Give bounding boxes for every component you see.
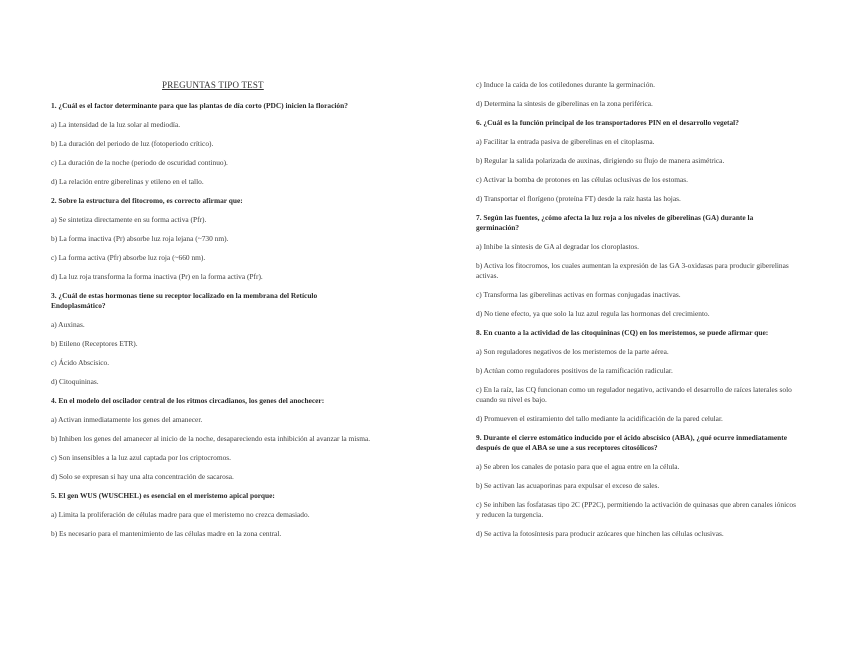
question-4-option-b: b) Inhiben los genes del amanecer al inicio de la noche, desapareciendo esta inhibición al avanzar la misma.: [51, 434, 371, 443]
right-column: [476, 0, 796, 548]
question-8: 8. En cuanto a la actividad de las citoquininas (CQ) en los meristemos, se puede afirmar que:: [476, 328, 769, 337]
question-2-option-c: c) La forma activa (Pfr) absorbe luz roja (~660 nm).: [51, 253, 206, 262]
question-4-option-c: c) Son insensibles a la luz azul captada por los criptocromos.: [51, 453, 231, 462]
question-5: 5. El gen WUS (WUSCHEL) es esencial en el meristemo apical porque:: [51, 491, 275, 500]
question-8-option-a: a) Son reguladores negativos de los meristemos de la parte aérea.: [476, 347, 669, 356]
question-4: 4. En el modelo del oscilador central de los ritmos circadianos, los genes del anochecer:: [51, 396, 325, 405]
question-6: 6. ¿Cuál es la función principal de los transportadores PIN en el desarrollo vegetal?: [476, 118, 739, 127]
question-9-option-c: c) Se inhiben las fosfatasas tipo 2C (PP2C), permitiendo la activación de quinasas que abren canales iónicos y reducen la turgencia.: [476, 500, 796, 519]
question-5-option-b: b) Es necesario para el mantenimiento de las células madre en la zona central.: [51, 529, 282, 538]
question-2-option-d: d) La luz roja transforma la forma inactiva (Pr) en la forma activa (Pfr).: [51, 272, 263, 281]
question-7-option-c: c) Transforma las giberelinas activas en formas conjugadas inactivas.: [476, 290, 681, 299]
question-5-option-a: a) Limita la proliferación de células madre para que el meristemo no crezca demasiado.: [51, 510, 310, 519]
question-4-option-d: d) Solo se expresan si hay una alta concentración de sacarosa.: [51, 472, 234, 481]
question-8-option-c: c) En la raíz, las CQ funcionan como un regulador negativo, activando el desarrollo de raíces laterales solo cuando su nivel es bajo.: [476, 385, 792, 404]
question-6-option-c: c) Activar la bomba de protones en las células oclusivas de los estomas.: [476, 175, 689, 184]
left-column: [51, 0, 371, 548]
question-1-option-a: a) La intensidad de la luz solar al mediodía.: [51, 120, 181, 129]
question-2-option-b: b) La forma inactiva (Pr) absorbe luz roja lejana (~730 nm).: [51, 234, 229, 243]
question-9-option-a: a) Se abren los canales de potasio para que el agua entre en la célula.: [476, 462, 680, 471]
question-7-option-a: a) Inhibe la síntesis de GA al degradar los cloroplastos.: [476, 242, 639, 251]
question-2-option-a: a) Se sintetiza directamente en su forma activa (Pfr).: [51, 215, 207, 224]
question-9: 9. Durante el cierre estomático inducido por el ácido abscísico (ABA), ¿qué ocurre inmediatamente después de que el ABA se une a sus receptores citosólicos?: [476, 433, 787, 452]
question-6-option-b: b) Regular la salida polarizada de auxinas, dirigiendo su flujo de manera asimétrica.: [476, 156, 725, 165]
question-2: 2. Sobre la estructura del fitocromo, es correcto afirmar que:: [51, 196, 243, 205]
question-6-option-d: d) Transportar el florígeno (proteína FT) desde la raíz hasta las hojas.: [476, 194, 681, 203]
question-7-option-d: d) No tiene efecto, ya que solo la luz azul regula las hormonas del crecimiento.: [476, 309, 710, 318]
question-9-option-d: d) Se activa la fotosíntesis para producir azúcares que hinchen las células oclusivas.: [476, 529, 724, 538]
question-1: 1. ¿Cuál es el factor determinante para que las plantas de día corto (PDC) inicien la floración?: [51, 101, 348, 110]
question-7: 7. Según las fuentes, ¿cómo afecta la luz roja a los niveles de giberelinas (GA) durante la germinación?: [476, 213, 754, 232]
question-3-option-a: a) Auxinas.: [51, 320, 85, 329]
question-5-option-d: d) Determina la síntesis de giberelinas en la zona periférica.: [476, 99, 653, 108]
question-3-option-d: d) Citoquininas.: [51, 377, 99, 386]
question-3-option-c: c) Ácido Abscísico.: [51, 358, 110, 367]
question-4-option-a: a) Activan inmediatamente los genes del amanecer.: [51, 415, 203, 424]
question-7-option-b: b) Activa los fitocromos, los cuales aumentan la expresión de las GA 3-oxidasas para producir giberelinas activas.: [476, 261, 789, 280]
question-1-option-c: c) La duración de la noche (periodo de oscuridad continuo).: [51, 158, 228, 167]
question-3-option-b: b) Etileno (Receptores ETR).: [51, 339, 138, 348]
question-8-option-b: b) Actúan como reguladores positivos de la ramificación radicular.: [476, 366, 673, 375]
question-1-option-d: d) La relación entre giberelinas y etileno en el tallo.: [51, 177, 204, 186]
question-8-option-d: d) Promueven el estiramiento del tallo mediante la acidificación de la pared celular.: [476, 414, 723, 423]
page-title: PREGUNTAS TIPO TEST: [162, 80, 264, 90]
question-5-option-c: c) Induce la caída de los cotiledones durante la germinación.: [476, 80, 655, 89]
question-1-option-b: b) La duración del periodo de luz (fotoperiodo crítico).: [51, 139, 214, 148]
question-6-option-a: a) Facilitar la entrada pasiva de giberelinas en el citoplasma.: [476, 137, 655, 146]
question-3: 3. ¿Cuál de estas hormonas tiene su receptor localizado en la membrana del Retículo Endoplasmático?: [51, 291, 318, 310]
question-9-option-b: b) Se activan las acuaporinas para expulsar el exceso de sales.: [476, 481, 660, 490]
